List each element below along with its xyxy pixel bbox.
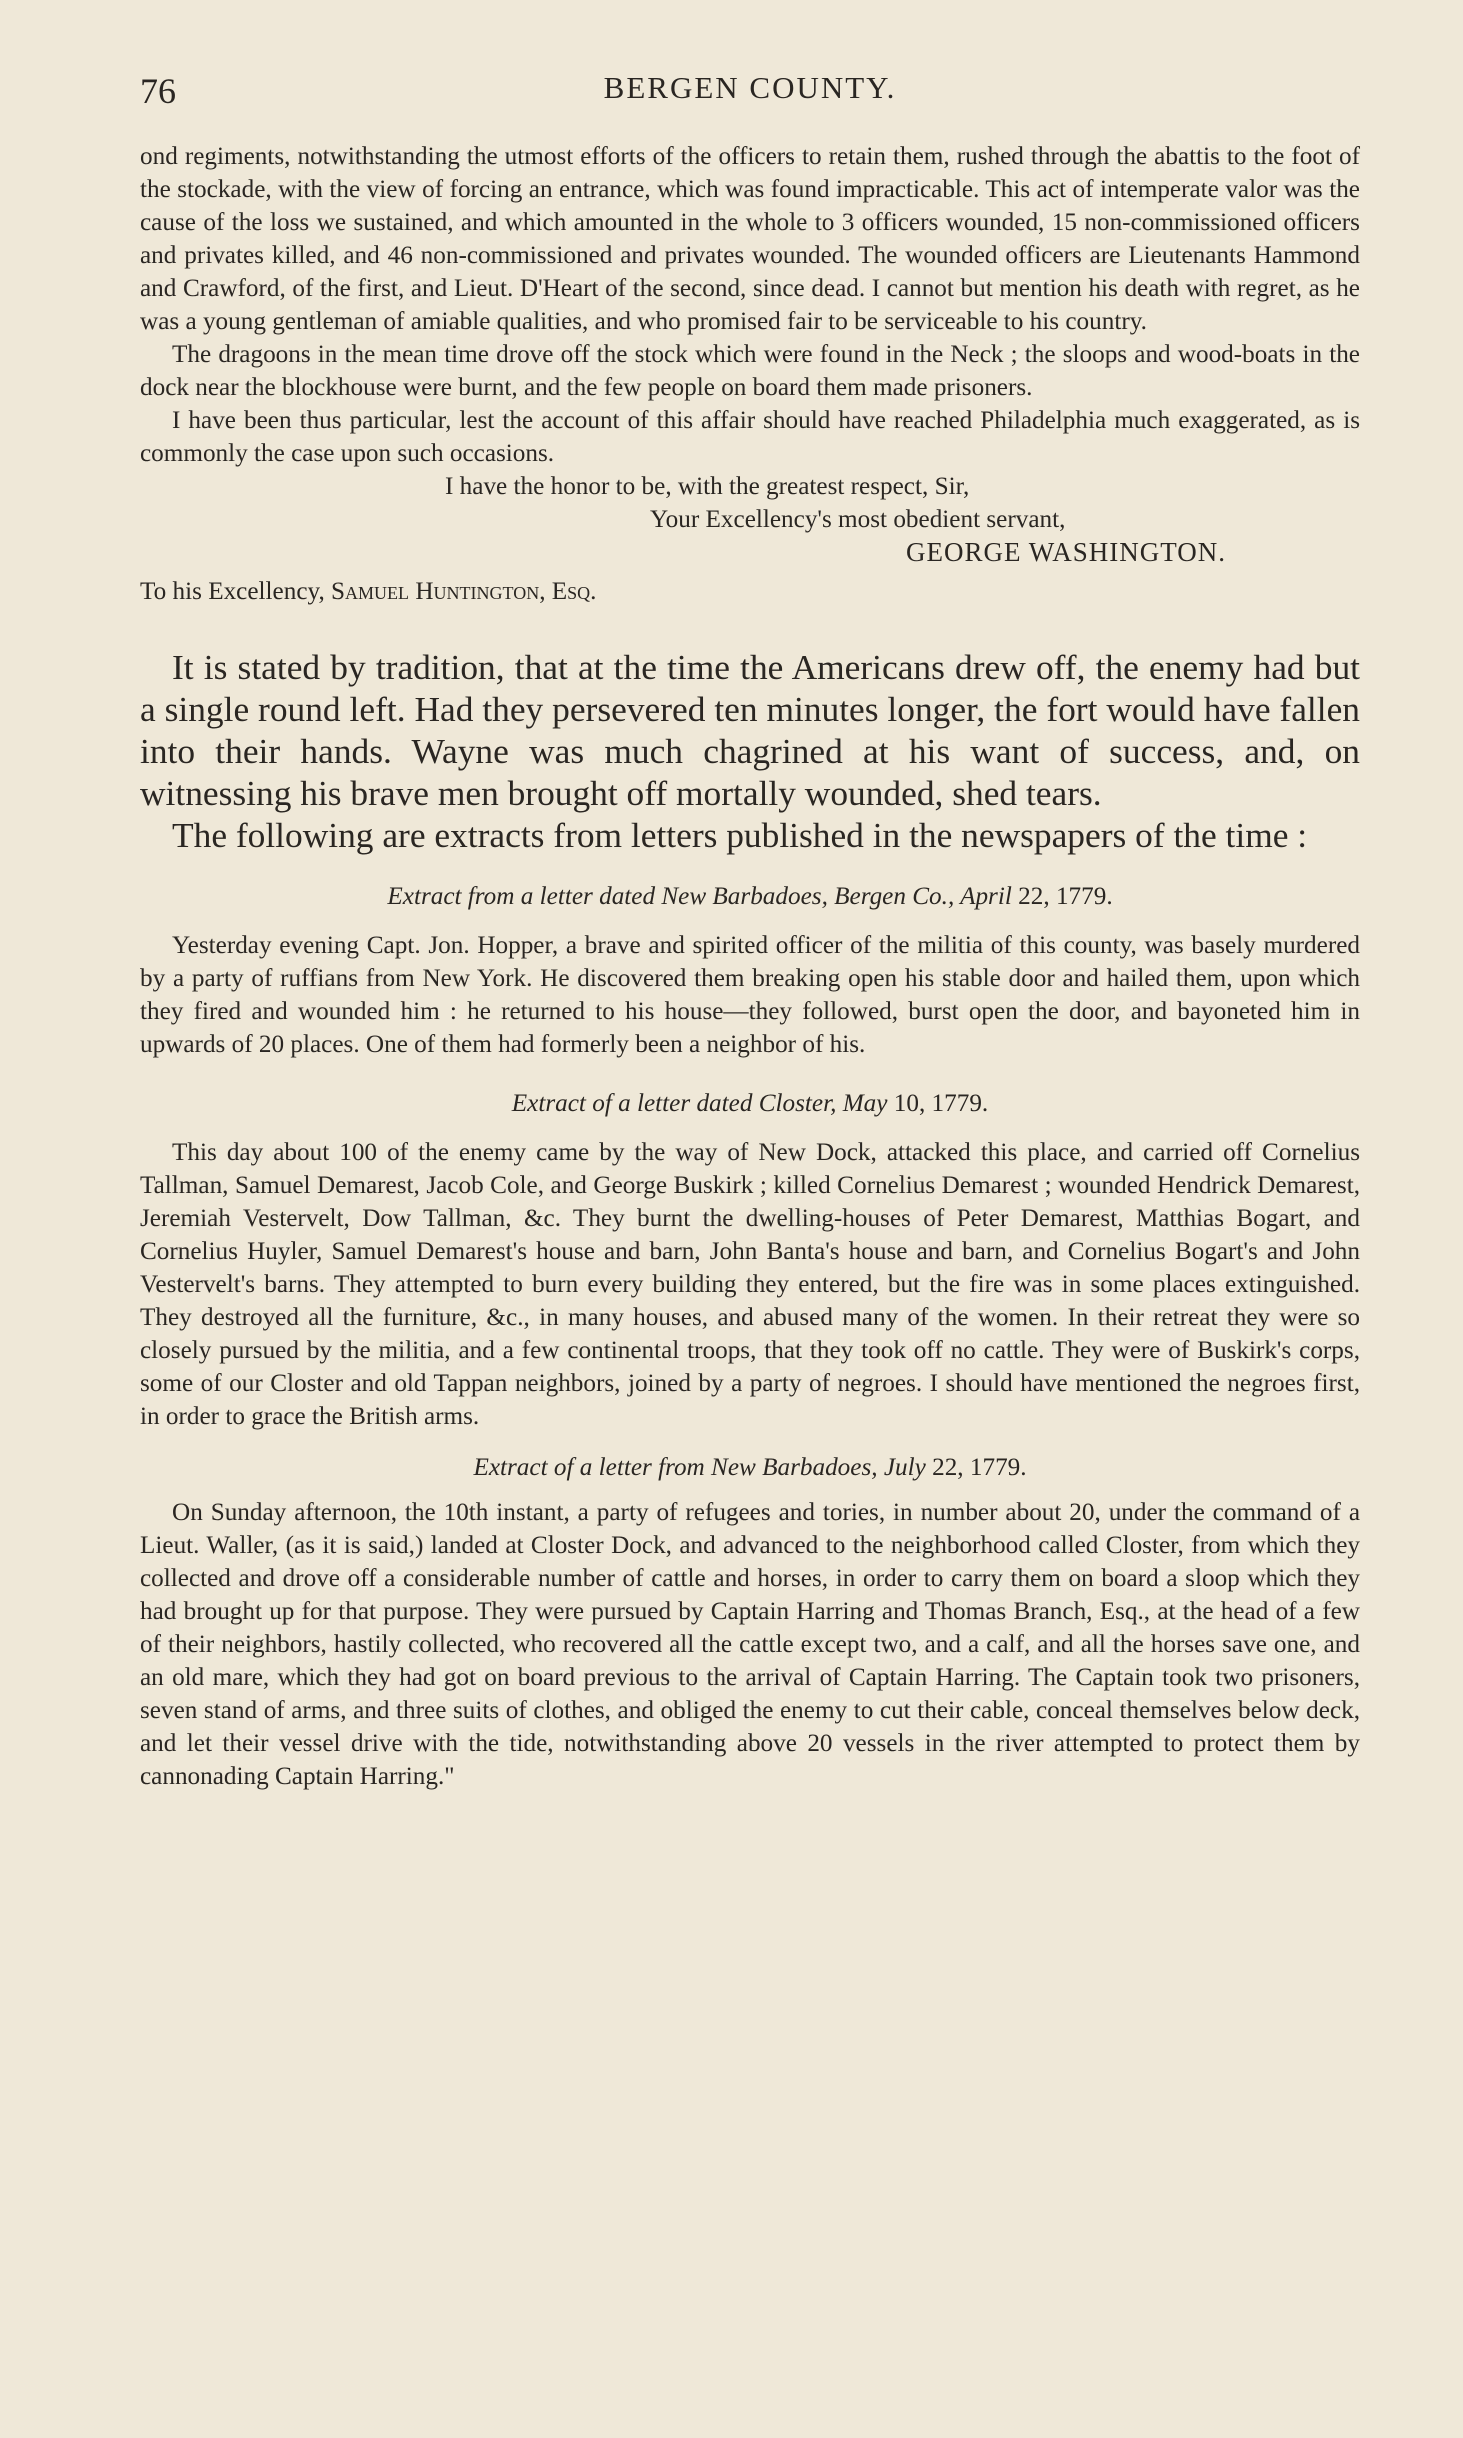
page-body [140, 140, 1360, 1793]
page-number: 76 [140, 71, 176, 111]
extract-heading-date: 10, 1779. [893, 1090, 989, 1117]
letter-paragraph: The dragoons in the mean time drove off the stock which were found in the Neck ; the sloops and wood-boats in the dock near the blockhouse were burnt, and the few people on board them made prisoners. [140, 341, 1360, 401]
narrative-paragraph: It is stated by tradition, that at the time the Americans drew off, the enemy had but a single round left. Had they persevered ten minutes longer, the fort would have fallen into their hands. Wayne was much chagrined at his want of success, and, on witnessing his brave men brought off mortally wounded, shed tears. [140, 647, 1360, 813]
letter-closing: I have the honor to be, with the greatest respect, Sir, [445, 473, 970, 500]
extract-heading [140, 1451, 1360, 1484]
extract-heading-text: Extract of a letter from New Barbadoes, July [473, 1454, 926, 1481]
extract-body: On Sunday afternoon, the 10th instant, a party of refugees and tories, in number about 20, under the command of a Lieut. Waller, (as it is said,) landed at Closter Dock, and advanced to the neighborhood called Closter, from which they collected and drove off a considerable number of cattle and horses, in order to carry them on board a sloop which they had brought up for that purpose. They were pursued by Captain Harring and Thomas Branch, Esq., at the head of a few of their neighbors, hastily collected, who recovered all the cattle except two, and a calf, and all the horses save one, and an old mare, which they had got on board previous to the arrival of Captain Harring. The Captain took two prisoners, seven stand of arms, and three suits of clothes, and obliged the enemy to cut their cable, conceal themselves below deck, and let their vessel drive with the tide, notwithstanding above 20 vessels in the river attempted to protect them by cannonading Captain Harring." [140, 1499, 1360, 1790]
letter-addressee [140, 575, 1360, 608]
narrative-paragraph: The following are extracts from letters published in the newspapers of the time : [172, 815, 1308, 855]
extract-heading-date: 22, 1779. [932, 1454, 1027, 1481]
letter-closing: Your Excellency's most obedient servant, [650, 506, 1066, 533]
extract-body: This day about 100 of the enemy came by the way of New Dock, attacked this place, and carried off Cornelius Tallman, Samuel Demarest, Jacob Cole, and George Buskirk ; killed Cornelius Demarest ; wounded Hendrick Demarest, Jeremiah Vestervelt, Dow Tallman, &c. They burnt the dwelling-houses of Peter Demarest, Matthias Bogart, and Cornelius Huyler, Samuel Demarest's house and barn, John Banta's house and barn, and Cornelius Bogart's and John Vestervelt's barns. They attempted to burn every building they entered, but the fire was in some places extinguished. They destroyed all the furniture, &c., in many houses, and abused many of the women. In their retreat they were so closely pursued by the militia, and a few continental troops, that they took off no cattle. They were of Buskirk's corps, some of our Closter and old Tappan neighbors, joined by a party of negroes. I should have mentioned the negroes first, in order to grace the British arms. [140, 1139, 1360, 1430]
page-header [140, 62, 1360, 112]
extract-heading-text: Extract from a letter dated New Barbadoes, Bergen Co., April [387, 883, 1012, 910]
letter-paragraph: ond regiments, notwithstanding the utmost efforts of the officers to retain them, rushed through the abattis to the foot of the stockade, with the view of forcing an entrance, which was found impracticable. This act of intemperate valor was the cause of the loss we sustained, and which amounted in the whole to 3 officers wounded, 15 non-commissioned officers and privates killed, and 46 non-commissioned and privates wounded. The wounded officers are Lieutenants Hammond and Crawford, of the first, and Lieut. D'Heart of the second, since dead. I cannot but mention his death with regret, as he was a young gentleman of amiable qualities, and who promised fair to be serviceable to his country. [140, 143, 1360, 335]
extract-heading [140, 1087, 1360, 1120]
letter-paragraph: I have been thus particular, lest the account of this affair should have reached Philadelphia much exaggerated, as is commonly the case upon such occasions. [140, 407, 1360, 467]
extract-heading-date: 22, 1779. [1018, 883, 1113, 910]
extract-body: Yesterday evening Capt. Jon. Hopper, a brave and spirited officer of the militia of this county, was basely murdered by a party of ruffians from New York. He discovered them breaking open his stable door and hailed them, upon which they fired and wounded him : he returned to his house—they followed, burst open the door, and bayoneted him in upwards of 20 places. One of them had formerly been a neighbor of his. [140, 932, 1360, 1058]
extract-heading [140, 880, 1360, 913]
running-head: BERGEN COUNTY. [603, 70, 897, 105]
letter-signature: GEORGE WASHINGTON. [906, 537, 1226, 567]
addressee-name: Samuel Huntington, Esq. [331, 578, 597, 605]
extract-heading-text: Extract of a letter dated Closter, May [511, 1090, 888, 1117]
addressee-prefix: To his Excellency, [140, 578, 325, 605]
